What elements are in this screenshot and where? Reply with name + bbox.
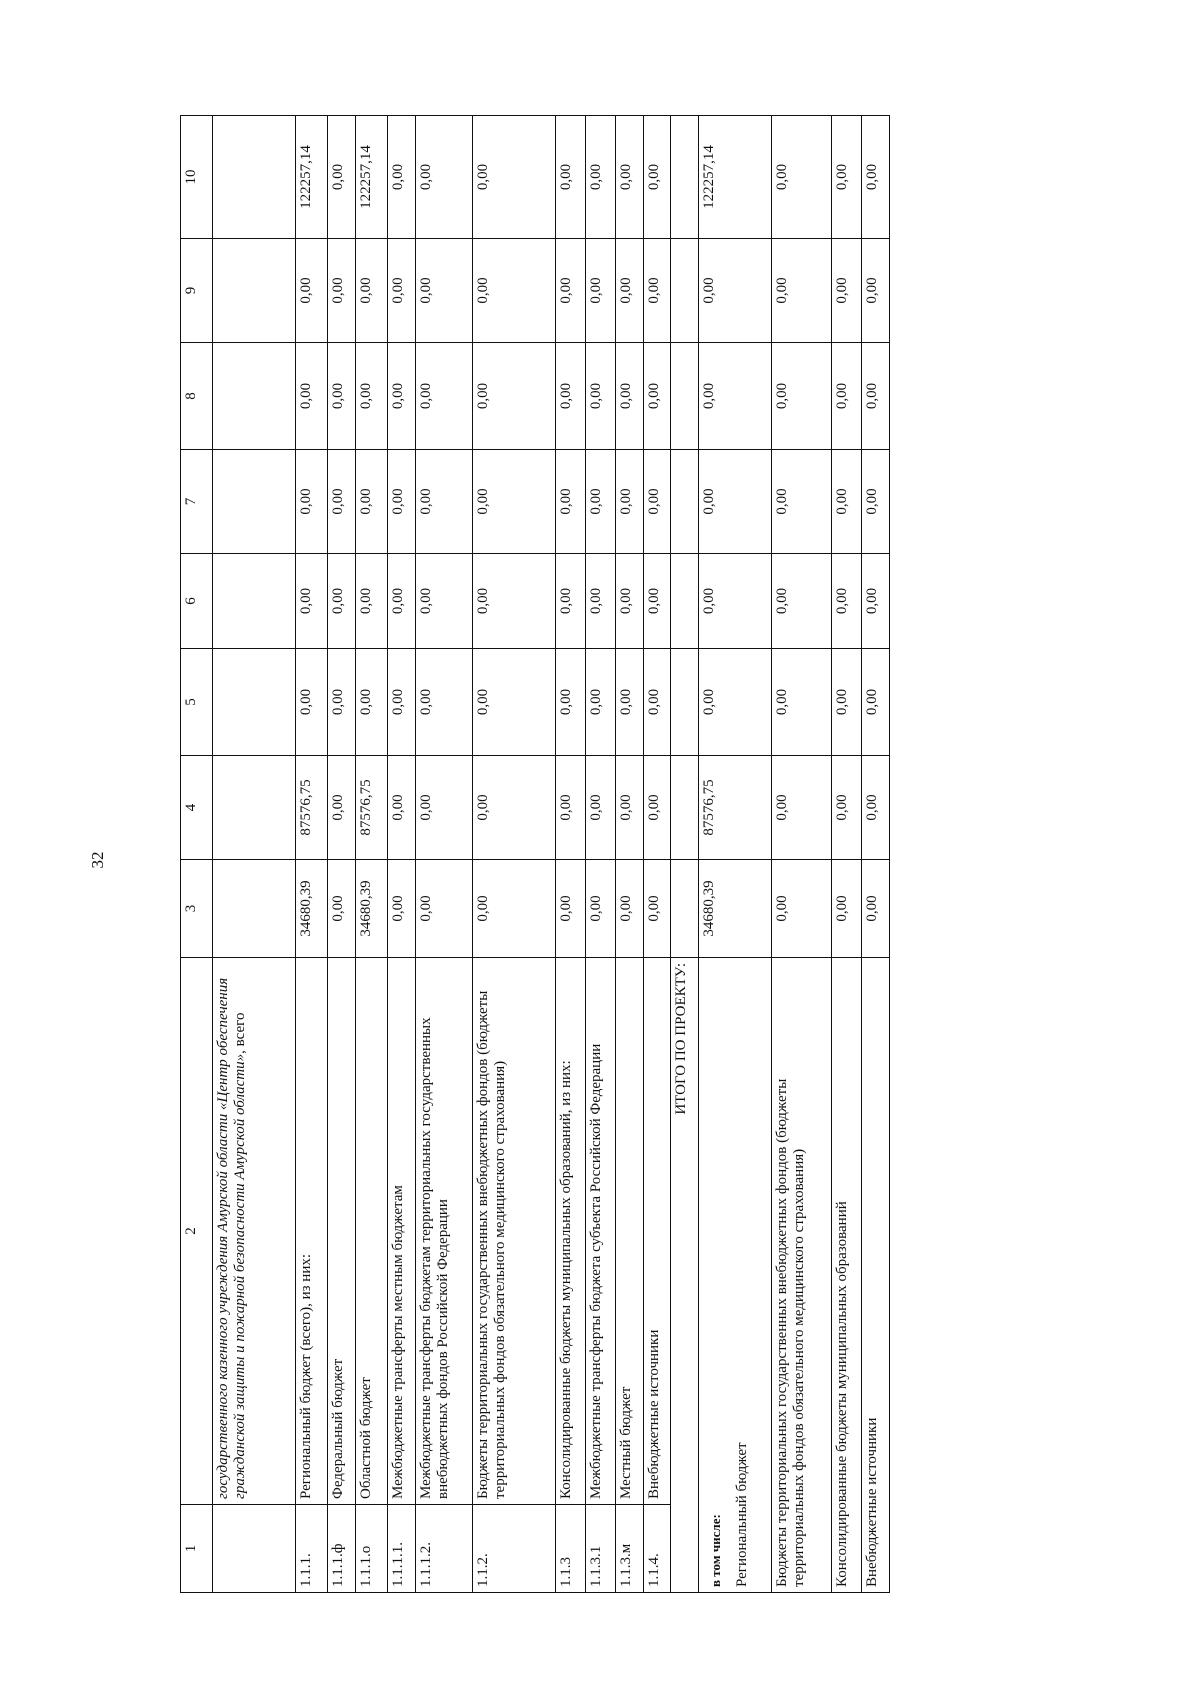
row-name: Межбюджетные трансферты местным бюджетам [388, 958, 416, 1505]
value-cell: 0,00 [473, 554, 556, 649]
value-cell: 0,00 [615, 554, 643, 649]
column-header: 5 [181, 649, 213, 756]
table-body [181, 116, 890, 1593]
column-header: 7 [181, 450, 213, 554]
value-cell: 122257,14 [698, 116, 772, 239]
empty-cell [213, 860, 296, 958]
value-cell: 0,00 [862, 116, 890, 239]
value-cell: 0,00 [415, 554, 473, 649]
value-cell: 0,00 [328, 756, 356, 860]
value-cell: 0,00 [355, 239, 387, 343]
value-cell: 0,00 [643, 554, 671, 649]
column-header: 2 [181, 958, 213, 1505]
value-cell: 0,00 [832, 649, 862, 756]
value-cell: 0,00 [862, 239, 890, 343]
intro-name-cell [213, 958, 296, 1505]
budget-table [180, 115, 890, 1593]
total-label: ИТОГО ПО ПРОЕКТУ: [671, 958, 699, 1593]
empty-cell [671, 239, 699, 343]
value-cell: 0,00 [388, 116, 416, 239]
value-cell: 0,00 [862, 649, 890, 756]
value-cell: 0,00 [473, 450, 556, 554]
value-cell: 0,00 [473, 860, 556, 958]
summary-name: Бюджеты территориальных государственных внебюджетных фондов (бюджеты территориальных фондов обязательного медицинского страхования) [772, 958, 832, 1593]
table-row [473, 116, 556, 1593]
row-code: 1.1.3.1 [586, 1505, 616, 1593]
empty-cell [671, 343, 699, 450]
value-cell: 0,00 [615, 649, 643, 756]
empty-cell [671, 554, 699, 649]
column-header: 10 [181, 116, 213, 239]
value-cell: 0,00 [296, 649, 328, 756]
value-cell: 0,00 [296, 239, 328, 343]
empty-cell [213, 343, 296, 450]
value-cell: 122257,14 [296, 116, 328, 239]
value-cell: 0,00 [698, 343, 772, 450]
intro-code-cell [213, 1505, 296, 1593]
row-code: 1.1.1.1. [388, 1505, 416, 1593]
value-cell: 0,00 [296, 450, 328, 554]
empty-cell [213, 116, 296, 239]
summary-row [862, 116, 890, 1593]
empty-cell [213, 450, 296, 554]
empty-cell [213, 649, 296, 756]
empty-cell [213, 554, 296, 649]
value-cell: 0,00 [388, 860, 416, 958]
value-cell: 34680,39 [296, 860, 328, 958]
value-cell: 0,00 [643, 343, 671, 450]
value-cell: 87576,75 [698, 756, 772, 860]
value-cell: 0,00 [643, 860, 671, 958]
value-cell: 0,00 [832, 343, 862, 450]
page-number: 32 [88, 851, 107, 869]
empty-cell [671, 116, 699, 239]
row-name: Областной бюджет [355, 958, 387, 1505]
value-cell: 0,00 [388, 554, 416, 649]
row-code: 1.1.2. [473, 1505, 556, 1593]
value-cell: 87576,75 [296, 756, 328, 860]
table-row [355, 116, 387, 1593]
value-cell: 122257,14 [355, 116, 387, 239]
value-cell: 0,00 [556, 649, 586, 756]
value-cell: 0,00 [415, 239, 473, 343]
value-cell: 0,00 [586, 239, 616, 343]
value-cell: 0,00 [643, 116, 671, 239]
row-name: Консолидированные бюджеты муниципальных образований, из них: [556, 958, 586, 1505]
value-cell: 0,00 [388, 756, 416, 860]
value-cell: 0,00 [698, 239, 772, 343]
value-cell: 0,00 [355, 450, 387, 554]
value-cell: 0,00 [862, 554, 890, 649]
column-header: 8 [181, 343, 213, 450]
value-cell: 0,00 [772, 554, 832, 649]
rotated-page-content [180, 116, 890, 1593]
value-cell: 0,00 [415, 450, 473, 554]
row-code: 1.1.3.м [615, 1505, 643, 1593]
value-cell: 0,00 [328, 116, 356, 239]
table-row [615, 116, 643, 1593]
value-cell: 0,00 [772, 239, 832, 343]
value-cell: 0,00 [586, 554, 616, 649]
table-row [556, 116, 586, 1593]
column-header: 1 [181, 1505, 213, 1593]
value-cell: 0,00 [296, 554, 328, 649]
summary-row [772, 116, 832, 1593]
total-row [671, 116, 699, 1593]
value-cell: 87576,75 [355, 756, 387, 860]
row-code: 1.1.1.о [355, 1505, 387, 1593]
including-row [698, 116, 772, 1593]
value-cell: 0,00 [832, 860, 862, 958]
value-cell: 0,00 [556, 450, 586, 554]
value-cell: 0,00 [615, 450, 643, 554]
table-row [296, 116, 328, 1593]
value-cell: 0,00 [615, 116, 643, 239]
value-cell: 0,00 [615, 860, 643, 958]
value-cell: 0,00 [355, 554, 387, 649]
value-cell: 0,00 [586, 860, 616, 958]
row-code: 1.1.1. [296, 1505, 328, 1593]
intro-row [213, 116, 296, 1593]
value-cell: 0,00 [473, 239, 556, 343]
value-cell: 0,00 [586, 756, 616, 860]
including-label: в том числе: [707, 1514, 723, 1587]
column-header: 6 [181, 554, 213, 649]
including-cell [698, 958, 772, 1593]
value-cell: 0,00 [698, 554, 772, 649]
value-cell: 0,00 [473, 756, 556, 860]
row-name: Межбюджетные трансферты бюджетам территориальных государственных внебюджетных фондов Российской Федерации [415, 958, 473, 1505]
value-cell: 0,00 [296, 343, 328, 450]
value-cell: 0,00 [328, 450, 356, 554]
row-code: 1.1.1.2. [415, 1505, 473, 1593]
value-cell: 0,00 [473, 343, 556, 450]
value-cell: 0,00 [832, 756, 862, 860]
value-cell: 0,00 [615, 756, 643, 860]
value-cell: 0,00 [643, 239, 671, 343]
table-row [328, 116, 356, 1593]
value-cell: 0,00 [832, 116, 862, 239]
value-cell: 0,00 [862, 756, 890, 860]
row-name: Внебюджетные источники [643, 958, 671, 1505]
row-code: 1.1.3 [556, 1505, 586, 1593]
column-header: 9 [181, 239, 213, 343]
value-cell: 0,00 [586, 450, 616, 554]
column-header: 3 [181, 860, 213, 958]
value-cell: 0,00 [772, 450, 832, 554]
value-cell: 0,00 [643, 649, 671, 756]
value-cell: 0,00 [772, 343, 832, 450]
value-cell: 0,00 [556, 756, 586, 860]
value-cell: 0,00 [832, 554, 862, 649]
row-code: 1.1.4. [643, 1505, 671, 1593]
summary-name: Внебюджетные источники [862, 958, 890, 1593]
empty-cell [213, 756, 296, 860]
value-cell: 0,00 [586, 116, 616, 239]
value-cell: 0,00 [643, 450, 671, 554]
value-cell: 0,00 [556, 554, 586, 649]
row-code: 1.1.1.ф [328, 1505, 356, 1593]
value-cell: 0,00 [328, 554, 356, 649]
value-cell: 0,00 [388, 343, 416, 450]
column-header: 4 [181, 756, 213, 860]
value-cell: 0,00 [556, 116, 586, 239]
value-cell: 0,00 [328, 239, 356, 343]
value-cell: 0,00 [615, 239, 643, 343]
value-cell: 0,00 [832, 450, 862, 554]
value-cell: 0,00 [328, 343, 356, 450]
summary-name: Консолидированные бюджеты муниципальных образований [832, 958, 862, 1593]
row-name: Местный бюджет [615, 958, 643, 1505]
value-cell: 0,00 [415, 860, 473, 958]
value-cell: 0,00 [556, 860, 586, 958]
value-cell: 0,00 [415, 649, 473, 756]
value-cell: 0,00 [862, 860, 890, 958]
value-cell: 34680,39 [698, 860, 772, 958]
value-cell: 0,00 [473, 116, 556, 239]
value-cell: 0,00 [415, 116, 473, 239]
value-cell: 0,00 [388, 450, 416, 554]
empty-cell [671, 450, 699, 554]
value-cell: 0,00 [615, 343, 643, 450]
including-name: Региональный бюджет [733, 1442, 750, 1587]
summary-row [832, 116, 862, 1593]
value-cell: 0,00 [586, 343, 616, 450]
value-cell: 0,00 [698, 450, 772, 554]
empty-cell [213, 239, 296, 343]
value-cell: 0,00 [862, 343, 890, 450]
table-row [586, 116, 616, 1593]
table-row [388, 116, 416, 1593]
value-cell: 0,00 [772, 649, 832, 756]
value-cell: 0,00 [415, 756, 473, 860]
value-cell: 0,00 [388, 239, 416, 343]
row-name: Межбюджетные трансферты бюджета субъекта Российской Федерации [586, 958, 616, 1505]
value-cell: 0,00 [473, 649, 556, 756]
empty-cell [671, 860, 699, 958]
intro-name-tail: , всего [232, 1012, 249, 1054]
value-cell: 0,00 [643, 756, 671, 860]
value-cell: 0,00 [772, 860, 832, 958]
empty-cell [671, 649, 699, 756]
intro-name-italic: государственного казенного учреждения Амурской области «Центр обеспечения гражданской защиты и пожарной безопасности Амурской области» [215, 977, 249, 1499]
value-cell: 0,00 [772, 756, 832, 860]
value-cell: 0,00 [586, 649, 616, 756]
value-cell: 0,00 [698, 649, 772, 756]
value-cell: 0,00 [355, 343, 387, 450]
value-cell: 0,00 [832, 239, 862, 343]
empty-cell [671, 756, 699, 860]
value-cell: 0,00 [772, 116, 832, 239]
table-row [415, 116, 473, 1593]
value-cell: 0,00 [388, 649, 416, 756]
value-cell: 0,00 [415, 343, 473, 450]
row-name: Региональный бюджет (всего), из них: [296, 958, 328, 1505]
value-cell: 0,00 [328, 649, 356, 756]
table-header-row [181, 116, 213, 1593]
value-cell: 0,00 [556, 239, 586, 343]
value-cell: 0,00 [862, 450, 890, 554]
value-cell: 0,00 [328, 860, 356, 958]
value-cell: 0,00 [556, 343, 586, 450]
table-row [643, 116, 671, 1593]
value-cell: 34680,39 [355, 860, 387, 958]
row-name: Бюджеты территориальных государственных внебюджетных фондов (бюджеты территориальных фондов обязательного медицинского страхования) [473, 958, 556, 1505]
value-cell: 0,00 [355, 649, 387, 756]
row-name: Федеральный бюджет [328, 958, 356, 1505]
